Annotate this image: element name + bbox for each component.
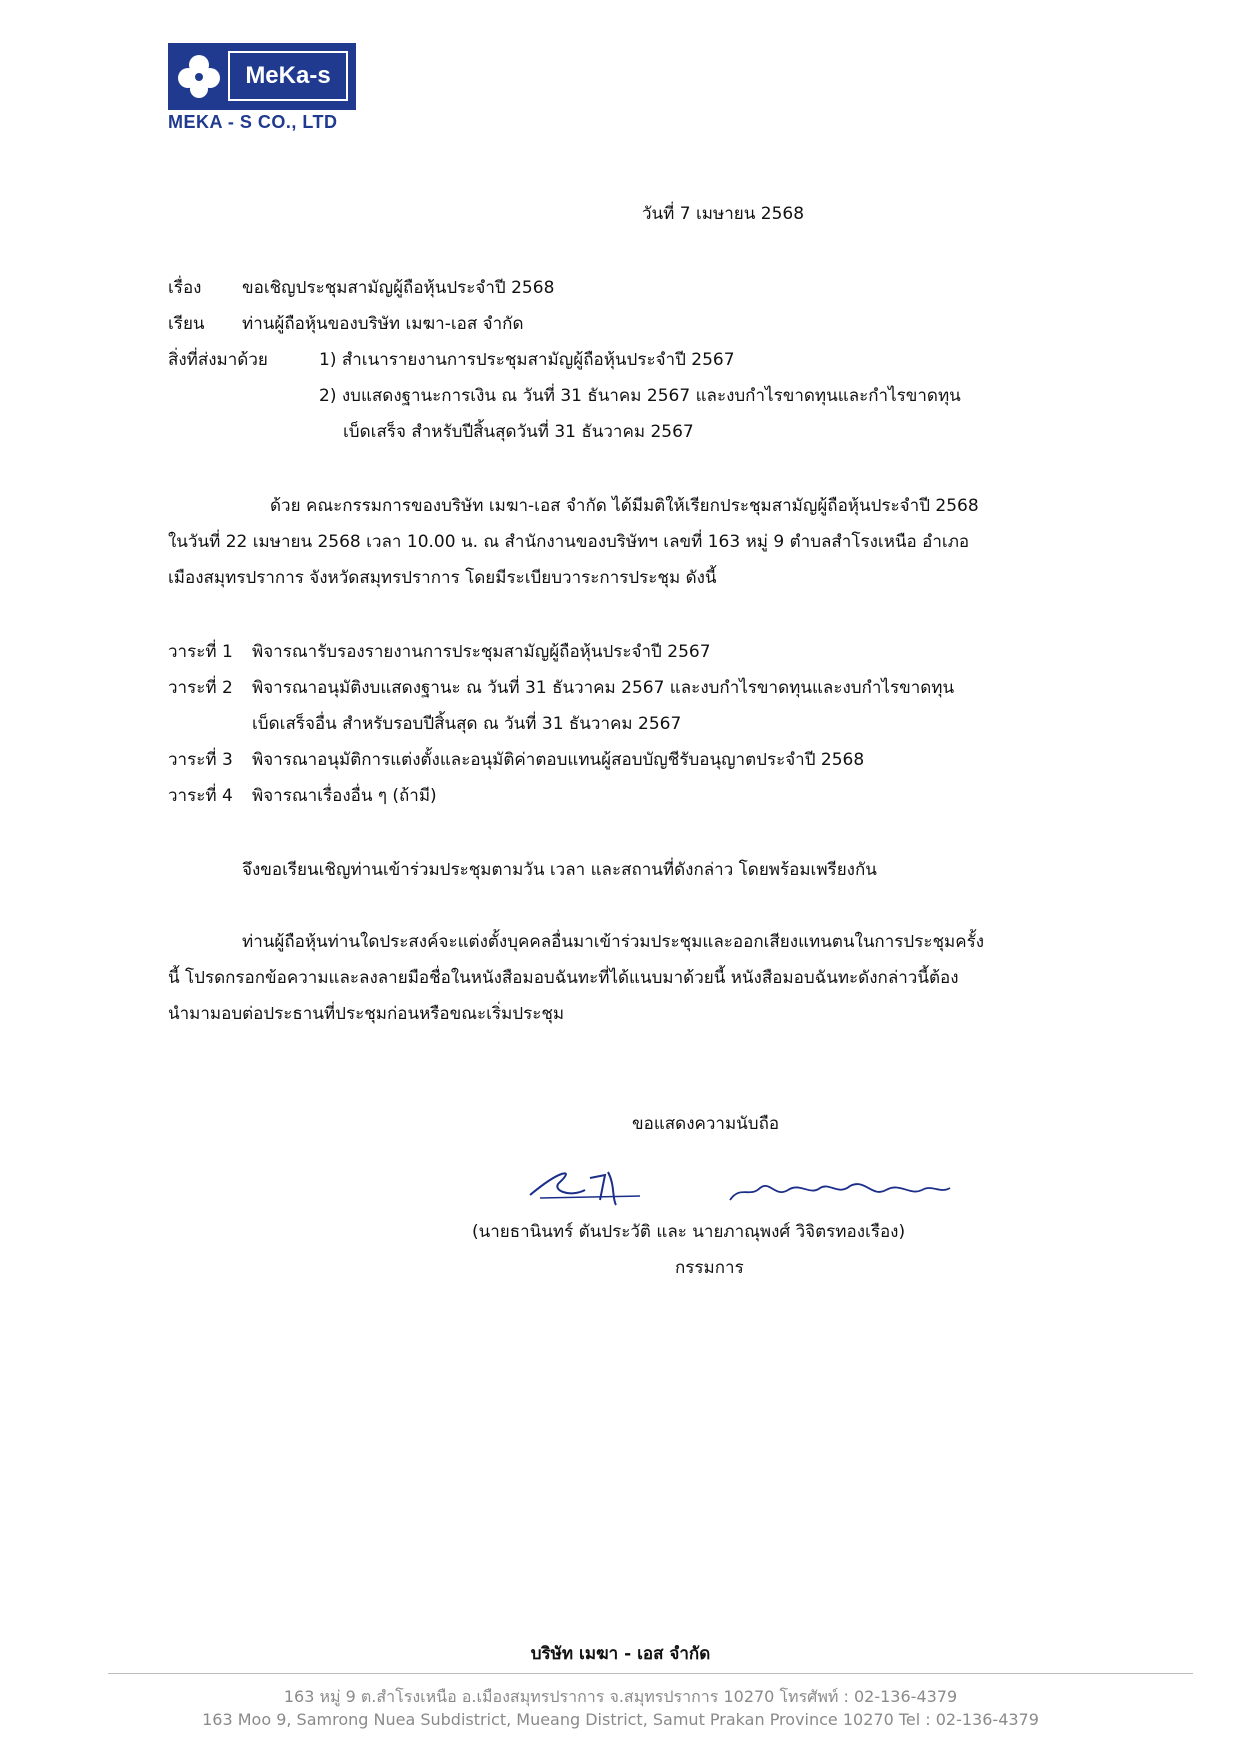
agenda-label: วาระที่ 2 (168, 678, 233, 698)
signatories-names: (นายธานินทร์ ตันประวัติ และ นายภาณุพงศ์ วิจิตรทองเรือง) (472, 1222, 906, 1242)
enclosure-item: 2) งบแสดงฐานะการเงิน ณ วันที่ 31 ธันาคม 2567 และงบกำไรขาดทุนและกำไรขาดทุน (319, 386, 961, 406)
agenda-text: พิจารณาอนุมัติงบแสดงฐานะ ณ วันที่ 31 ธันวาคม 2567 และงบกำไรขาดทุนและงบกำไรขาดทุน (252, 678, 955, 698)
footer-address-en: 163 Moo 9, Samrong Nuea Subdistrict, Mueang District, Samut Prakan Province 10270 Tel : 02-136-4379 (202, 1710, 1039, 1729)
enclosure-item: 1) สำเนารายงานการประชุมสามัญผู้ถือหุ้นประจำปี 2567 (319, 350, 735, 370)
logo-wordmark: MeKa-s (228, 51, 348, 101)
letter-date: วันที่ 7 เมษายน 2568 (642, 204, 805, 224)
company-logo (168, 43, 356, 110)
footer-company-name: บริษัท เมฆา - เอส จำกัด (530, 1644, 711, 1664)
agenda-text: พิจารณาอนุมัติการแต่งตั้งและอนุมัติค่าตอบแทนผู้สอบบัญชีรับอนุญาตประจำปี 2568 (252, 750, 865, 770)
intro-line: ด้วย คณะกรรมการของบริษัท เมฆา-เอส จำกัด ได้มีมติให้เรียกประชุมสามัญผู้ถือหุ้นประจำปี 2568 (270, 496, 979, 516)
proxy-line: นี้ โปรดกรอกข้อความและลงลายมือชื่อในหนังสือมอบฉันทะที่ได้แนบมาด้วยนี้ หนังสือมอบฉันทะดังกล่าวนี้ต้อง (168, 968, 959, 988)
intro-line: เมืองสมุทรปราการ จังหวัดสมุทรปราการ โดยมีระเบียบวาระการประชุม ดังนี้ (168, 568, 717, 588)
invitation-text: จึงขอเรียนเชิญท่านเข้าร่วมประชุมตามวัน เวลา และสถานที่ดังกล่าว โดยพร้อมเพรียงกัน (242, 860, 877, 880)
subject-text: ขอเชิญประชุมสามัญผู้ถือหุ้นประจำปี 2568 (242, 278, 555, 298)
enclosures-label: สิ่งที่ส่งมาด้วย (168, 350, 268, 370)
agenda-text: พิจารณาเรื่องอื่น ๆ (ถ้ามี) (252, 786, 437, 806)
proxy-line: ท่านผู้ถือหุ้นท่านใดประสงค์จะแต่งตั้งบุคคลอื่นมาเข้าร่วมประชุมและออกเสียงแทนตนในการประชุมครั้ง (242, 932, 985, 952)
company-short-name: MEKA - S CO., LTD (168, 112, 338, 132)
footer-divider (108, 1673, 1193, 1674)
signature-image (520, 1160, 1000, 1210)
enclosure-item-continued: เบ็ดเสร็จ สำหรับปีสิ้นสุดวันที่ 31 ธันวาคม 2567 (343, 422, 694, 442)
agenda-text-continued: เบ็ดเสร็จอื่น สำหรับรอบปีสิ้นสุด ณ วันที่ 31 ธันวาคม 2567 (252, 714, 682, 734)
agenda-label: วาระที่ 4 (168, 786, 233, 806)
subject-label: เรื่อง (168, 278, 202, 298)
agenda-label: วาระที่ 1 (168, 642, 233, 662)
signatory-position: กรรมการ (675, 1258, 744, 1278)
intro-line: ในวันที่ 22 เมษายน 2568 เวลา 10.00 น. ณ สำนักงานของบริษัทฯ เลขที่ 163 หมู่ 9 ตำบลสำโรงเหนือ อำเภอ (168, 532, 970, 552)
to-label: เรียน (168, 314, 205, 334)
proxy-line: นำมามอบต่อประธานที่ประชุมก่อนหรือขณะเริ่มประชุม (168, 1004, 565, 1024)
footer-address-th: 163 หมู่ 9 ต.สำโรงเหนือ อ.เมืองสมุทรปราการ จ.สมุทรปราการ 10270 โทรศัพท์ : 02-136-4379 (283, 1687, 958, 1706)
agenda-label: วาระที่ 3 (168, 750, 233, 770)
closing-text: ขอแสดงความนับถือ (632, 1114, 780, 1134)
agenda-text: พิจารณารับรองรายงานการประชุมสามัญผู้ถือหุ้นประจำปี 2567 (252, 642, 711, 662)
clover-logo-icon (174, 51, 224, 101)
to-text: ท่านผู้ถือหุ้นของบริษัท เมฆา-เอส จำกัด (242, 314, 524, 334)
